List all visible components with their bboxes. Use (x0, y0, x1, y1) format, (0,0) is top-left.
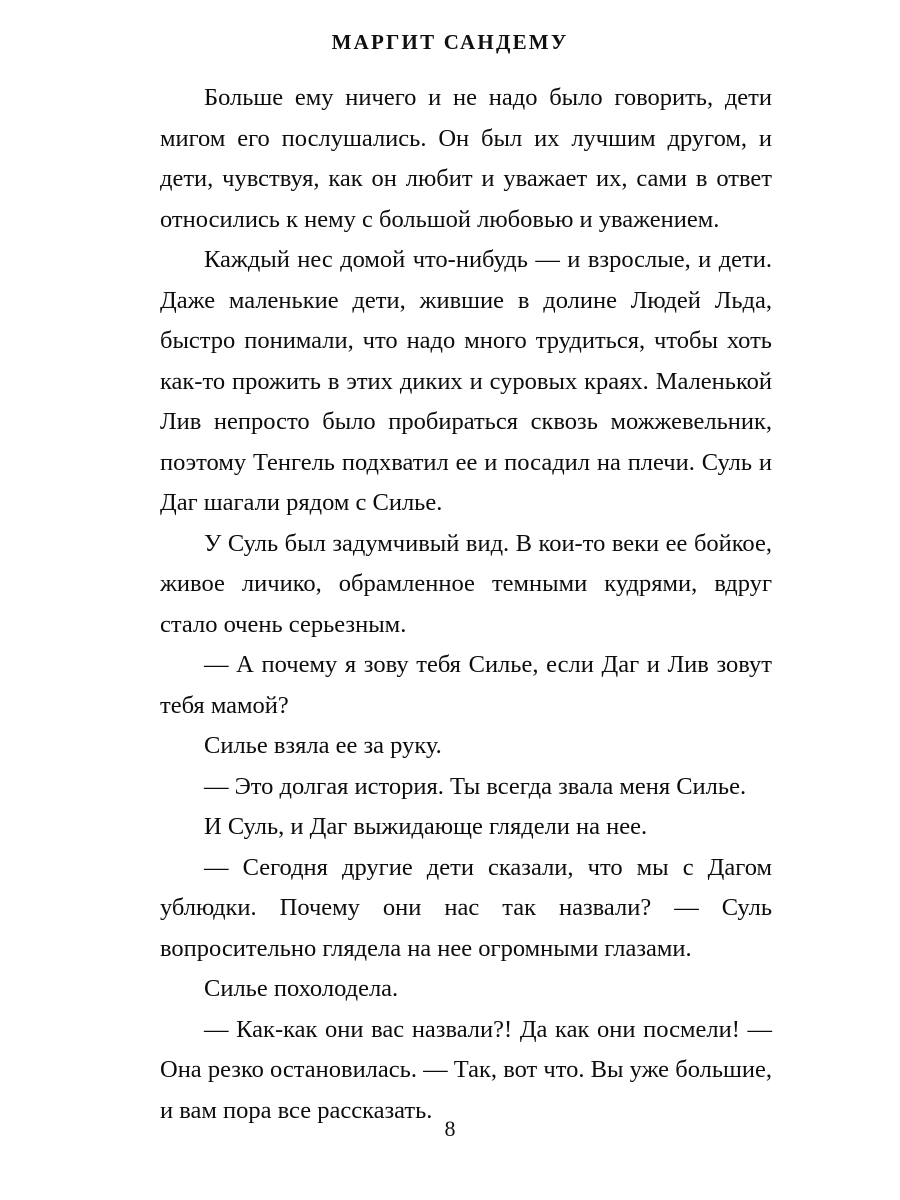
paragraph: — Как-как они вас назвали?! Да как они посмели! — Она резко остановилась. — Так, вот что. Вы уже большие, и вам пора все рассказать. (160, 1015, 772, 1124)
running-head-author: МАРГИТ САНДЕМУ (331, 30, 569, 54)
page-number: 8 (444, 1116, 456, 1141)
paragraph: И Суль, и Даг выжидающе глядели на нее. (204, 813, 648, 840)
body-text (160, 78, 772, 1131)
paragraph: — Сегодня другие дети сказали, что мы с Дагом ублюдки. Почему они нас так назвали? — Суль вопросительно глядела на нее огромными глазами. (160, 853, 772, 962)
paragraph: Каждый нес домой что-нибудь — и взрослые, и дети. Даже маленькие дети, жившие в долине Людей Льда, быстро понимали, что надо много трудиться, чтобы хоть как-то прожить в этих диких и суровых краях. Маленькой Лив непросто было пробираться сквозь можжевельник, поэтому Тенгель подхватил ее и посадил на плечи. Суль и Даг шагали рядом с Силье. (160, 246, 772, 516)
paragraph: — А почему я зову тебя Силье, если Даг и Лив зовут тебя мамой? (160, 651, 772, 719)
paragraph: — Это долгая история. Ты всегда звала меня Силье. (204, 772, 747, 800)
paragraph: Больше ему ничего и не надо было говорить, дети мигом его послушались. Он был их лучшим другом, и дети, чувствуя, как он любит и уважает их, сами в ответ относились к нему с большой любовью и уважением. (160, 84, 772, 233)
paragraph: У Суль был задумчивый вид. В кои-то веки ее бойкое, живое личико, обрамленное темными кудрями, вдруг стало очень серьезным. (160, 529, 772, 638)
paragraph: Силье похолодела. (204, 975, 399, 1002)
paragraph: Силье взяла ее за руку. (204, 732, 442, 759)
